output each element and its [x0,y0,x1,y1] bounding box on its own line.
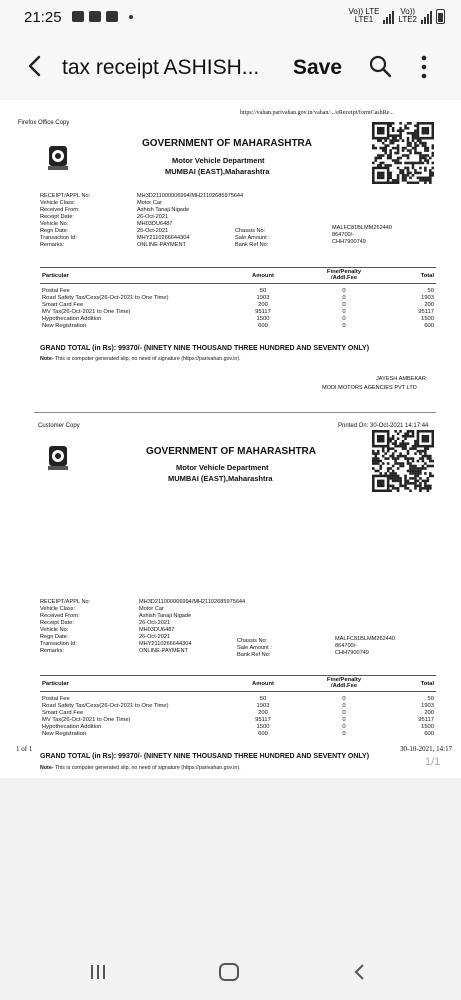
cell: 1903 [421,703,434,709]
cell: 0 [342,309,346,315]
label: RECEIPT/APPL No: [40,193,91,199]
network-right-sub: LTE2 [398,15,417,24]
cell: 200 [258,710,268,716]
table-row [40,302,436,309]
viewer-background [0,778,461,946]
page-header-url: https://vahan.parivahan.gov.in/vahan/.../eReceipt/formCashRe... [240,110,394,116]
signal-icon-1 [383,11,394,24]
cell: 0 [342,710,346,716]
value: MHY2110266644304 [137,235,190,241]
city-name: MUMBAI (EAST),Maharashtra [165,167,270,176]
receipt-right-values [335,636,395,657]
col-amount: Amount [252,681,274,687]
search-icon[interactable] [368,54,392,78]
label: Bank Ref No: [235,242,269,248]
value: MALFC81BLMM262440 [335,636,396,642]
value: 864700/- [335,643,358,649]
copy-label: Customer Copy [38,423,80,429]
app-bar [0,34,461,100]
home-icon[interactable] [219,963,239,981]
gov-title: GOVERNMENT OF MAHARASHTRA [142,138,312,149]
col-fine: Fine/Penalty /Addl.Fee [326,677,362,689]
cell: 0 [342,696,346,702]
city-name: MUMBAI (EAST),Maharashtra [168,474,273,483]
receipt-left-labels [40,193,90,249]
battery-icon [436,9,445,24]
recent-apps-icon[interactable] [88,963,108,981]
note-label: Note- [40,356,54,362]
table-row [40,316,436,323]
label: Vehicle Class: [40,606,76,612]
value: Ashish Tanaji Nigade [137,207,190,213]
cell: 0 [342,316,346,322]
cell: 1500 [256,724,270,730]
gallery-icon [106,11,118,22]
note [40,356,241,362]
label: Transaction Id: [40,641,77,647]
cell: 95117 [418,717,434,723]
note-text: This is computer generated slip, no need of signature (https://parivahan.gov.in). [53,356,241,362]
cell: 200 [424,710,434,716]
label: Regn Date: [40,228,69,234]
cell: 0 [342,323,346,329]
label: Receipt Date: [40,620,74,626]
notification-icons [72,11,133,22]
cell: 0 [342,288,346,294]
cell: 95117 [418,309,434,315]
label: Chassis No: [237,638,268,644]
table-row [40,323,436,330]
label: Sale Amount : [235,235,270,241]
value: 26-Oct-2021 [139,620,171,626]
cell: 0 [342,295,346,301]
cell: Postal Fee [42,288,70,294]
cell: 1500 [421,316,434,322]
grand-total: GRAND TOTAL (in Rs): 99370/- (NINETY NINE THOUSAND THREE HUNDRED AND SEVENTY ONLY) [40,345,370,352]
col-fine: Fine/Penalty /Addl.Fee [326,269,362,281]
qr-code-icon [372,122,434,184]
table-row [40,717,436,724]
fee-table [40,267,436,330]
cell: Hypothecation Addition [42,316,102,322]
cell: Hypothecation Addition [42,724,102,730]
label: Received From: [40,613,80,619]
cell: New Registration [42,323,87,329]
label: Received From: [40,207,80,213]
maharashtra-emblem-icon [46,144,70,172]
table-row [40,696,436,703]
agency: MODI MOTORS AGENCIES PVT LTD [322,385,417,391]
value: MH3D211000006994/MH21102685975644 [139,599,246,605]
value: Ashish Tanaji Nigade [139,613,192,619]
value: 864700/- [332,232,355,238]
cell: 600 [424,323,434,329]
value: ONLINE-PAYMENT [137,242,186,248]
label: Remarks: [40,242,64,248]
youtube-icon [89,11,101,22]
label: Bank Ref No: [237,652,271,658]
table-row [40,710,436,717]
cell: 0 [342,724,346,730]
table-header [40,267,436,284]
signatory: JAYESH AMBEKAR [376,376,426,382]
save-button[interactable]: Save [293,56,343,79]
fee-table [40,675,436,738]
value: MH3D211000006994/MH21102685975644 [137,193,244,199]
value: Motor Car [137,200,162,206]
col-particular: Particular [42,273,69,279]
label: Transaction Id: [40,235,77,241]
table-header [40,675,436,692]
cell: Postal Fee [42,696,70,702]
cell: 0 [342,703,346,709]
cell: 1903 [421,295,434,301]
table-row [40,295,436,302]
cell: 1500 [256,316,270,322]
more-notifications-icon [129,15,133,19]
cell: MV Tax(26-Oct-2021 to One Time) [42,717,131,723]
receipt-left-labels-block [40,599,90,655]
page-footer-right: 30-10-2021, 14:17 [400,745,453,753]
network-indicators [348,8,445,24]
col-total: Total [420,681,434,687]
cell: Smart Card Fee [42,710,84,716]
receipt-right-values [332,225,392,246]
navigation-bar [0,946,461,1000]
cell: 600 [424,731,434,737]
note [40,765,241,771]
more-vert-icon[interactable] [414,54,434,80]
label: Vehicle Class: [40,200,76,206]
receipt-divider [34,412,436,413]
value: MHY2110266644304 [139,641,192,647]
note-text: This is computer generated slip, no need of signature (https://parivahan.gov.in). [53,765,241,771]
table-row [40,703,436,710]
value: CHH7900749 [335,650,369,656]
status-bar [0,0,461,34]
label: Vehicle No: [40,627,69,633]
cell: 1903 [256,295,270,301]
receipt-left-values [137,193,243,249]
network-right-label: Vo)) [400,7,416,16]
value: CHH7900749 [332,239,366,245]
value: MH03DU6487 [139,627,175,633]
value: ONLINE-PAYMENT [139,648,188,654]
dept-name: Motor Vehicle Department [176,463,269,472]
value: Motor Car [139,606,164,612]
cell: 50 [427,696,434,702]
label: Regn Date: [40,634,69,640]
label: Remarks: [40,648,64,654]
message-icon [72,11,84,22]
back-nav-icon[interactable] [350,962,370,982]
cell: Road Safety Tax/Cess(26-Oct-2021 to One Time) [42,295,169,301]
note-label: Note- [40,765,54,771]
printed-on: Printed On: 30-Oct-2021 14:17:44 [338,423,429,429]
col-total: Total [420,273,434,279]
col-amount: Amount [252,273,274,279]
cell: MV Tax(26-Oct-2021 to One Time) [42,309,131,315]
dept-name: Motor Vehicle Department [172,156,265,165]
cell: 0 [342,717,346,723]
table-row [40,309,436,316]
table-row [40,288,436,295]
cell: 200 [424,302,434,308]
table-row [40,724,436,731]
cell: 600 [258,731,268,737]
status-time: 21:25 [24,9,62,26]
value: 26-Oct-2021 [139,634,171,640]
document-title: tax receipt ASHISH... [62,56,260,79]
label: Receipt Date: [40,214,74,220]
gov-title: GOVERNMENT OF MAHARASHTRA [146,446,316,457]
receipt-left-values [139,599,245,655]
value: 26-Oct-2021 [137,228,169,234]
back-icon[interactable] [22,52,50,80]
cell: 600 [258,323,268,329]
page-footer-left: 1 of 1 [16,745,33,753]
label: Vehicle No: [40,221,69,227]
cell: 95117 [255,717,271,723]
value: 26-Oct-2021 [137,214,169,220]
signal-icon-2 [421,11,432,24]
network-left-sub: LTE1 [354,15,374,24]
cell: 50 [259,696,267,702]
cell: 95117 [255,309,271,315]
table-row [40,731,436,738]
cell: 0 [342,731,346,737]
cell: 0 [342,302,346,308]
cell: 1903 [256,703,270,709]
document-page [0,100,461,778]
value: MH03DU6487 [137,221,173,227]
receipt-right-labels [235,228,270,249]
grand-total: GRAND TOTAL (in Rs): 99370/- (NINETY NINE THOUSAND THREE HUNDRED AND SEVENTY ONLY) [40,753,370,760]
cell: 200 [258,302,268,308]
label: RECEIPT/APPL No: [40,599,91,605]
label: Sale Amount : [237,645,272,651]
receipt-right-labels [237,638,272,659]
maharashtra-emblem-icon [46,444,70,472]
cell: New Registration [42,731,87,737]
col-particular: Particular [42,681,69,687]
network-left-label: Vo)) LTE [348,7,380,16]
cell: Road Safety Tax/Cess(26-Oct-2021 to One Time) [42,703,169,709]
qr-code-icon [372,430,434,492]
page-indicator: 1/1 [425,756,441,768]
cell: 1500 [421,724,434,730]
cell: Smart Card Fee [42,302,84,308]
cell: 50 [259,288,267,294]
value: MALFC81BLMM262440 [332,225,393,231]
copy-label: Firefox Office Copy [18,120,70,126]
cell: 50 [427,288,434,294]
label: Chassis No: [235,228,266,234]
